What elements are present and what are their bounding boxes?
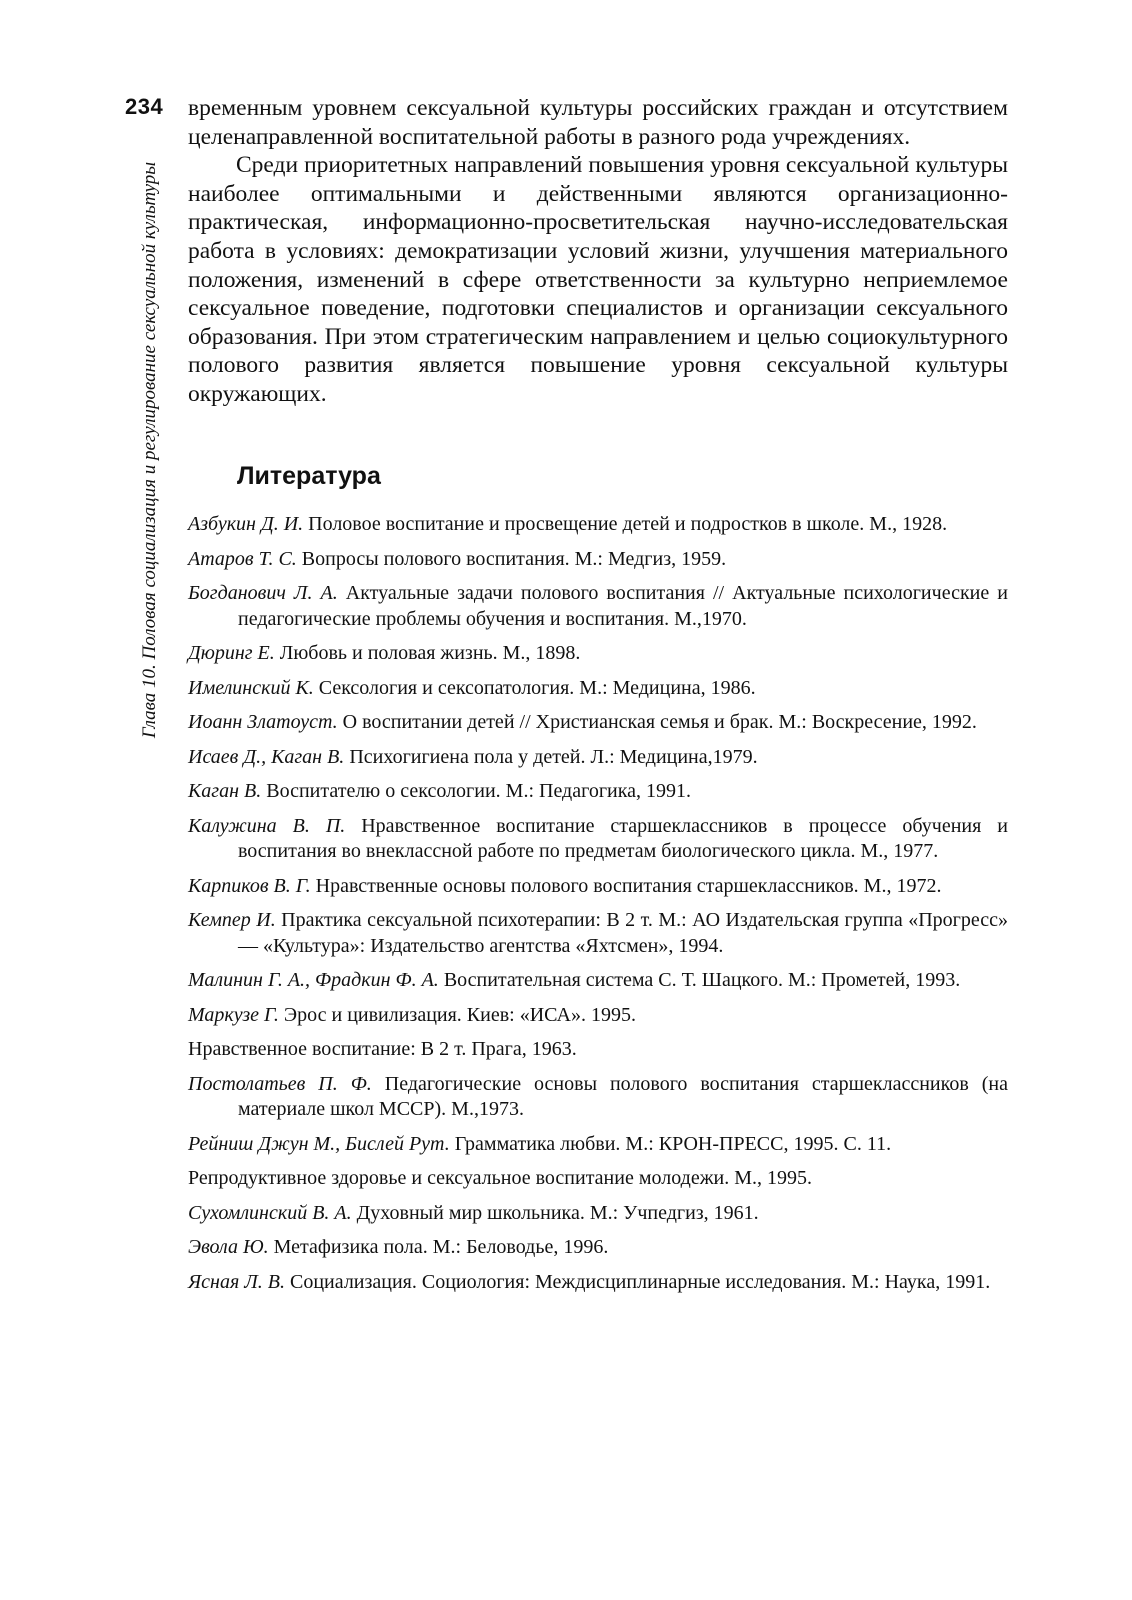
reference-author: Исаев Д., Каган В. [188,745,345,768]
reference-author: Дюринг Е. [188,642,275,664]
reference-author: Маркузе Г. [188,1003,279,1026]
reference-item [188,1270,1008,1296]
reference-text: Нравственные основы полового воспитания старшеклассников. М., 1972. [310,874,942,897]
reference-item [188,676,1008,702]
reference-author: Имелинский К. [188,676,314,699]
reference-text: Практика сексуальной психотерапии: В 2 т. М.: АО Издательская группа «Прогресс» — «Культура»: Издательство агентства «Яхтсмен», 1994. [238,909,1009,957]
page-number: 234 [125,94,164,119]
reference-author: Сухомлинский В. А. [188,1201,352,1224]
reference-item [188,710,1008,736]
reference-item [188,581,1008,632]
body-paragraph-2: Среди приоритетных направлений повышения уровня сексуальной культуры наиболее оптимальными и действенными являются организационно-практическая, информационно-просветительская научно-исследовательская работа в условиях: демократизации условий жизни, улучшения материального положения, изменений в сфере ответственности за культурно неприемлемое сексуальное поведение, подготовки специалистов и организации сексуального образования. При этом стратегическим направлением и целью социокультурного полового развития является повышение уровня сексуальной культуры окружающих. [188,152,1008,407]
reference-text: Актуальные задачи полового воспитания // Актуальные психологические и педагогические проблемы обучения и воспитания. М.,1970. [238,582,1008,630]
reference-author: Богданович Л. А. [188,582,338,604]
reference-author: Эвола Ю. [188,1236,269,1258]
reference-text: Педагогические основы полового воспитания старшеклассников (на материале школ МССР). М.,1973. [238,1072,1008,1120]
reference-text: Социализация. Социология: Междисциплинарные исследования. М.: Наука, 1991. [285,1270,991,1293]
reference-list [188,512,1008,1304]
reference-text: О воспитании детей // Христианская семья и брак. М.: Воскресение, 1992. [337,711,977,733]
reference-text: Нравственное воспитание старшеклассников в процессе обучения и воспитания во внеклассной работе по предметам биологического цикла. М., 1977. [238,814,1008,862]
reference-text: Половое воспитание и просвещение детей и подростков в школе. М., 1928. [303,513,948,535]
running-head: Глава 10. Половая социализация и регулирование сексуальной культуры [139,161,160,739]
reference-text: Воспитательная система С. Т. Шацкого. М.: Прометей, 1993. [438,969,961,991]
reference-item [188,968,1008,994]
reference-item [188,1201,1008,1227]
reference-item [188,1072,1008,1123]
reference-text: Любовь и половая жизнь. М., 1898. [274,642,581,664]
reference-item [188,908,1008,959]
reference-item [188,547,1008,573]
reference-text: Сексология и сексопатология. М.: Медицина, 1986. [313,676,756,699]
reference-item [188,1003,1008,1029]
reference-item [188,745,1008,771]
reference-item [188,779,1008,805]
reference-author: Иоанн Златоуст. [188,711,338,733]
reference-item [188,1166,1008,1192]
reference-text: Воспитателю о сексологии. М.: Педагогика, 1991. [261,780,692,802]
body-paragraph-1: временным уровнем сексуальной культуры российских граждан и отсутствием целенаправленной воспитательной работы в разного рода учреждениях. [188,95,1008,150]
reference-text: Эрос и цивилизация. Киев: «ИСА». 1995. [278,1003,636,1026]
reference-text: Репродуктивное здоровье и сексуальное воспитание молодежи. М., 1995. [188,1167,812,1189]
reference-author: Малинин Г. А., Фрадкин Ф. А. [188,969,439,991]
section-heading: Литература [237,462,381,490]
reference-text: Метафизика пола. М.: Беловодье, 1996. [268,1236,609,1258]
reference-author: Азбукин Д. И. [188,513,304,535]
reference-author: Атаров Т. С. [188,547,297,570]
reference-item [188,1132,1008,1158]
reference-item [188,874,1008,900]
reference-author: Ясная Л. В. [188,1270,286,1293]
reference-text: Грамматика любви. М.: КРОН-ПРЕСС, 1995. С. 11. [449,1132,892,1155]
reference-author: Рейниш Джун М., Бислей Рут. [188,1132,450,1155]
reference-text: Вопросы полового воспитания. М.: Медгиз, 1959. [296,547,727,570]
reference-text: Психогигиена пола у детей. Л.: Медицина,1979. [344,745,758,768]
reference-text: Духовный мир школьника. М.: Учпедгиз, 1961. [351,1201,759,1224]
reference-item [188,512,1008,538]
reference-author: Постолатьев П. Ф. [188,1072,372,1095]
reference-item [188,814,1008,865]
reference-text: Нравственное воспитание: В 2 т. Прага, 1963. [188,1038,577,1060]
reference-item [188,1235,1008,1261]
body-text [188,94,1008,409]
reference-author: Каган В. [188,780,262,802]
reference-author: Кемпер И. [188,909,276,931]
reference-author: Калужина В. П. [188,814,346,837]
reference-item [188,641,1008,667]
reference-author: Карпиков В. Г. [188,874,311,897]
reference-item [188,1037,1008,1063]
